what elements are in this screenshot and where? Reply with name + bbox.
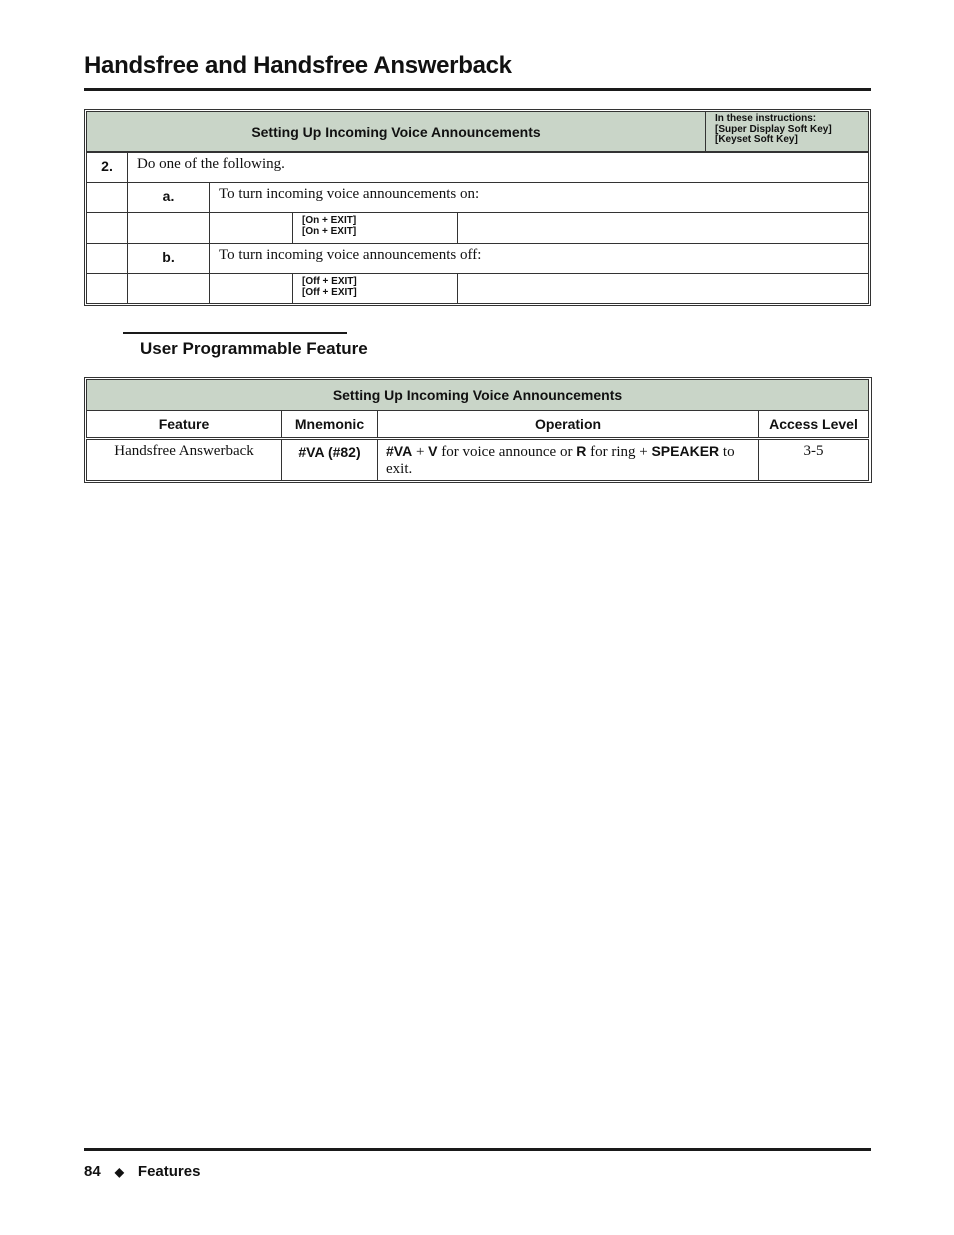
operation-code: #VA xyxy=(386,443,413,459)
legend-line: [Keyset Soft Key] xyxy=(715,134,798,145)
keyset-soft-key: [On + EXIT] xyxy=(302,226,357,237)
operation-text: + xyxy=(412,444,429,460)
feature-cell: Handsfree Answerback xyxy=(86,439,282,481)
section-rule xyxy=(123,332,347,334)
column-header-mnemonic: Mnemonic xyxy=(281,410,378,438)
feature-table xyxy=(84,377,872,483)
substep-label-a: a. xyxy=(127,182,210,213)
legend-line: In these instructions: xyxy=(715,113,817,124)
empty-cell xyxy=(86,243,128,274)
empty-cell xyxy=(209,212,293,244)
title-rule xyxy=(84,88,871,91)
instructions-legend xyxy=(705,111,869,152)
section-heading: User Programmable Feature xyxy=(140,339,368,358)
operation-text: to exit. xyxy=(386,444,735,477)
page-footer xyxy=(84,1163,200,1180)
step-number: 2. xyxy=(86,152,128,183)
page-title: Handsfree and Handsfree Answerback xyxy=(84,52,512,79)
column-header-operation: Operation xyxy=(377,410,759,438)
feature-table-title: Setting Up Incoming Voice Announcements xyxy=(332,387,623,403)
page-number: 84 xyxy=(84,1163,101,1180)
empty-cell xyxy=(127,212,210,244)
empty-cell xyxy=(127,273,210,304)
empty-cell xyxy=(457,273,869,304)
keyset-soft-key: [Off + EXIT] xyxy=(302,287,357,298)
substep-text-a: To turn incoming voice announcements on: xyxy=(209,182,869,213)
column-header-access-level: Access Level xyxy=(758,410,869,438)
operation-cell xyxy=(377,439,759,481)
empty-cell xyxy=(209,273,293,304)
footer-section: Features xyxy=(137,1163,201,1180)
soft-keys-off xyxy=(292,273,458,304)
mnemonic-cell: #VA (#82) xyxy=(281,439,378,481)
super-display-soft-key: [On + EXIT] xyxy=(302,215,357,226)
empty-cell xyxy=(86,273,128,304)
instructions-table-title: Setting Up Incoming Voice Announcements xyxy=(251,123,541,140)
super-display-soft-key: [Off + EXIT] xyxy=(302,276,357,287)
substep-text-b: To turn incoming voice announcements off: xyxy=(209,243,869,274)
footer-rule xyxy=(84,1148,871,1151)
substep-label-b: b. xyxy=(127,243,210,274)
legend-line: [Super Display Soft Key] xyxy=(715,123,832,135)
operation-text: for ring + xyxy=(586,444,652,460)
access-level-cell: 3-5 xyxy=(758,439,869,481)
empty-cell xyxy=(86,182,128,213)
operation-text: for voice announce or xyxy=(437,444,577,460)
column-header-feature: Feature xyxy=(86,410,282,438)
soft-keys-on xyxy=(292,212,458,244)
feature-table-header xyxy=(86,379,869,411)
step-text: Do one of the following. xyxy=(127,152,869,183)
empty-cell xyxy=(86,212,128,244)
instructions-table xyxy=(84,109,871,306)
operation-key-speaker: SPEAKER xyxy=(651,443,720,459)
operation-key-r: R xyxy=(576,443,587,459)
instructions-table-header xyxy=(86,111,706,152)
diamond-separator-icon: ◆ xyxy=(114,1164,124,1179)
operation-key-v: V xyxy=(428,443,438,459)
empty-cell xyxy=(457,212,869,244)
